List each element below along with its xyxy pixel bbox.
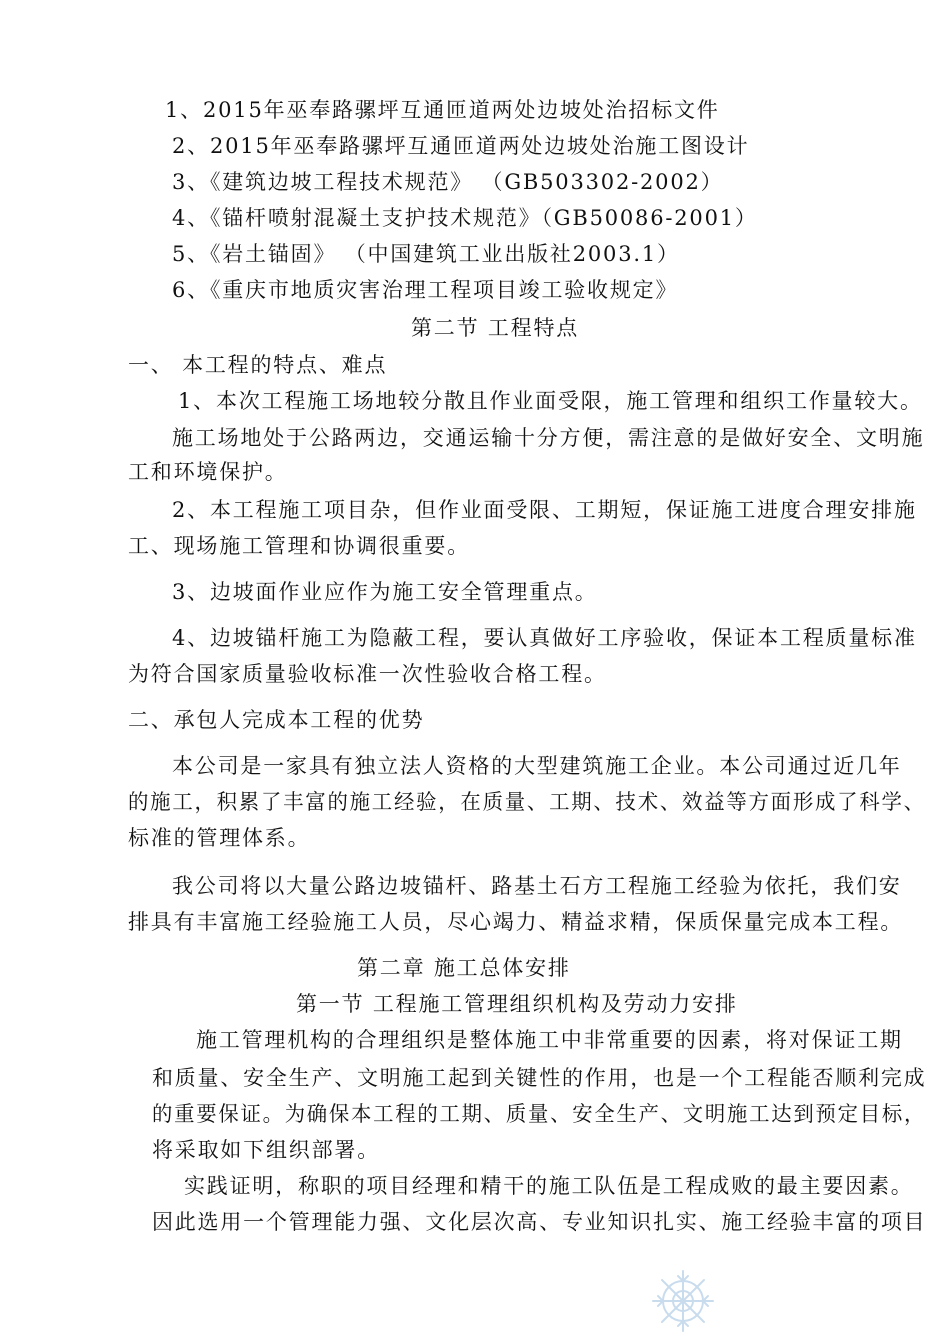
paragraph-line: 工和环境保护。 [128, 460, 288, 484]
section-heading: 第一节 工程施工管理组织机构及劳动力安排 [296, 992, 738, 1016]
subheading: 二、承包人完成本工程的优势 [128, 708, 425, 732]
paragraph-line: 的施工，积累了丰富的施工经验，在质量、工期、技术、效益等方面形成了科学、 [128, 790, 926, 814]
paragraph-line: 工、现场施工管理和协调很重要。 [128, 534, 470, 558]
reference-item-5: 5、《岩土锚固》 （中国建筑工业出版社2003.1） [172, 242, 680, 266]
paragraph-line: 和质量、安全生产、文明施工起到关键性的作用，也是一个工程能否顺利完成 [152, 1066, 927, 1090]
reference-item-2: 2、2015年巫奉路骡坪互通匝道两处边坡处治施工图设计 [172, 134, 750, 158]
paragraph-line: 我公司将以大量公路边坡锚杆、路基土石方工程施工经验为依托，我们安 [172, 874, 902, 898]
paragraph-line: 为符合国家质量验收标准一次性验收合格工程。 [128, 662, 607, 686]
paragraph-line: 标准的管理体系。 [128, 826, 311, 850]
paragraph-line: 实践证明，称职的项目经理和精干的施工队伍是工程成败的最主要因素。 [184, 1174, 914, 1198]
paragraph-line: 将采取如下组织部署。 [152, 1138, 380, 1162]
reference-item-6: 6、《重庆市地质灾害治理工程项目竣工验收规定》 [172, 278, 679, 302]
subheading: 一、 本工程的特点、难点 [128, 353, 388, 377]
paragraph-line: 1、本次工程施工场地较分散且作业面受限，施工管理和组织工作量较大。 [178, 389, 923, 413]
reference-item-1: 1、2015年巫奉路骡坪互通匝道两处边坡处治招标文件 [165, 98, 720, 122]
paragraph-line: 施工场地处于公路两边，交通运输十分方便，需注意的是做好安全、文明施 [172, 426, 925, 450]
reference-item-3: 3、《建筑边坡工程技术规范》 （GB503302-2002） [172, 170, 724, 194]
paragraph-line: 的重要保证。为确保本工程的工期、质量、安全生产、文明施工达到预定目标， [152, 1102, 927, 1126]
paragraph-line: 排具有丰富施工经验施工人员，尽心竭力、精益求精，保质保量完成本工程。 [128, 910, 904, 934]
section-heading: 第二节 工程特点 [411, 316, 580, 340]
reference-item-4: 4、《锚杆喷射混凝土支护技术规范》（GB50086-2001） [172, 206, 758, 230]
paragraph-line: 3、边坡面作业应作为施工安全管理重点。 [172, 580, 598, 604]
paragraph-line: 2、本工程施工项目杂，但作业面受限、工期短，保证施工进度合理安排施 [172, 498, 917, 522]
snowflake-watermark-icon [648, 1266, 718, 1336]
paragraph-line: 4、边坡锚杆施工为隐蔽工程，要认真做好工序验收，保证本工程质量标准 [172, 626, 917, 650]
paragraph-line: 本公司是一家具有独立法人资格的大型建筑施工企业。本公司通过近几年 [172, 754, 902, 778]
paragraph-line: 施工管理机构的合理组织是整体施工中非常重要的因素，将对保证工期 [196, 1028, 903, 1052]
paragraph-line: 因此选用一个管理能力强、文化层次高、专业知识扎实、施工经验丰富的项目 [152, 1210, 927, 1234]
chapter-heading: 第二章 施工总体安排 [357, 956, 571, 980]
